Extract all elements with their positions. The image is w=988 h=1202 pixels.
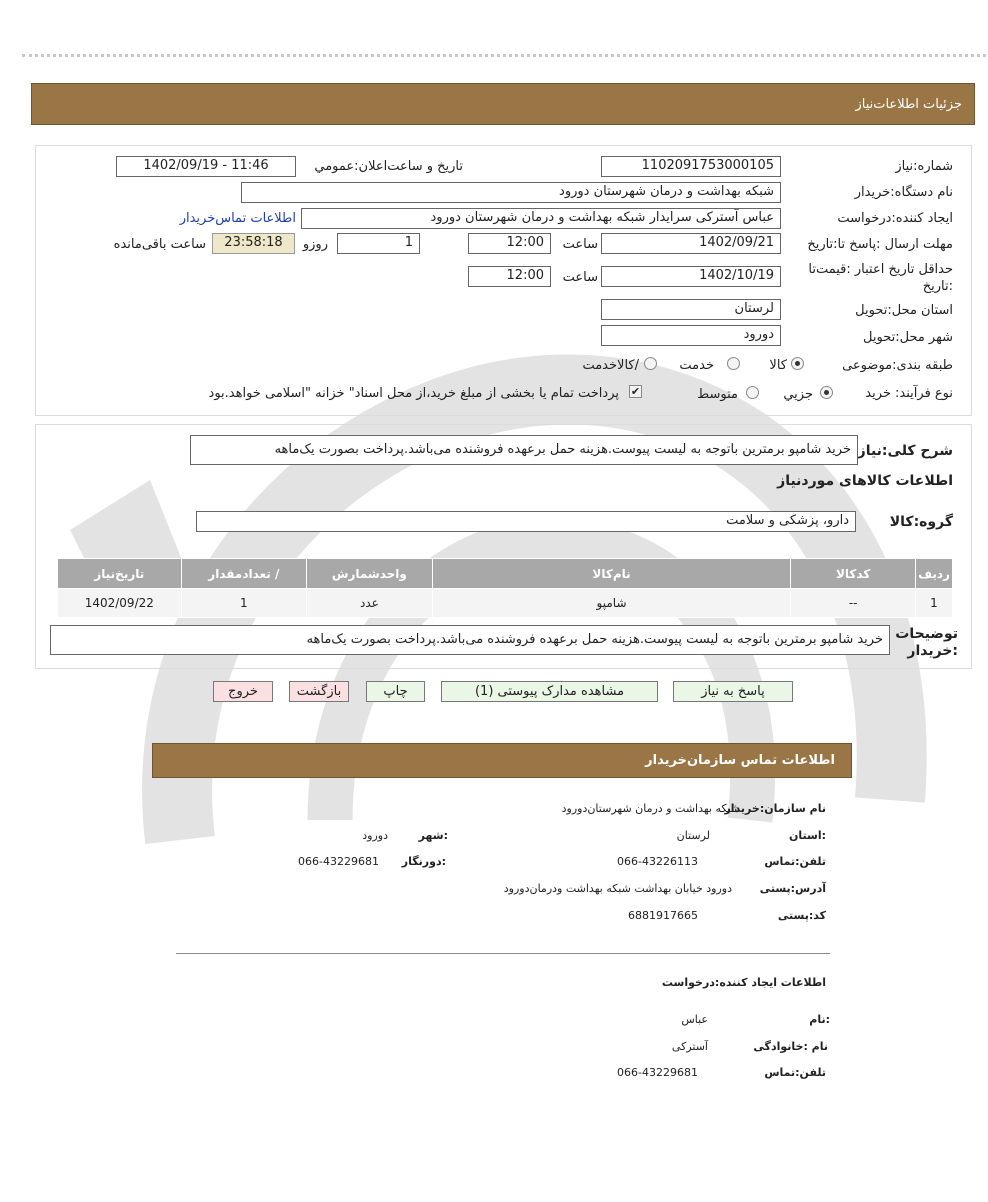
contact-header-bar [152, 743, 852, 778]
creator-field: عباس آسترکی سرایدار شبکه بهداشت و درمان شهرستان دورود [301, 208, 781, 229]
goods-info-title: اطلاعات کالاهای موردنیاز [777, 473, 953, 489]
creator-label: ایجاد کننده:درخواست [837, 211, 953, 226]
top-dotted-divider [22, 54, 986, 57]
contact-address-label: آدرس:پستی [759, 882, 826, 895]
cell-quantity: 1 [181, 589, 306, 618]
days-label: روزو [302, 237, 328, 252]
category-goods-label: کالا [769, 358, 787, 373]
contact-fax-value: 066-43229681 [298, 855, 379, 868]
goods-table-header [58, 559, 953, 589]
buyer-notes-label-2: :خریدار [907, 643, 958, 659]
process-partial-label: جزيي [783, 387, 813, 402]
exit-button[interactable]: خروج [213, 681, 273, 702]
send-date-field: 1402/09/21 [601, 233, 781, 254]
process-label: نوع فرآیند: خرید [865, 386, 953, 401]
announce-field: 1402/09/19 - 11:46 [116, 156, 296, 177]
col-goods-name: نام‌کالا [432, 559, 791, 589]
buyer-contact-link[interactable]: اطلاعات تماس‌خریدار [179, 211, 296, 226]
buyer-org-field: شبکه بهداشت و درمان شهرستان دورود [241, 182, 781, 203]
creator-name-value: عباس [681, 1013, 708, 1026]
table-row [58, 589, 953, 618]
col-goods-code: کدکالا [791, 559, 916, 589]
contact-org-label: نام سازمان:خریدار [724, 802, 826, 815]
cell-need-date: 1402/09/22 [58, 589, 182, 618]
goods-group-field: دارو، پزشکی و سلامت [196, 511, 856, 532]
col-unit: واحدشمارش [307, 559, 433, 589]
contact-city-label: :شهر [418, 829, 448, 842]
buyer-org-label: نام دستگاه:خریدار [854, 185, 953, 200]
description-label: شرح کلی:نیاز [857, 443, 953, 459]
contact-postal-label: کد:پستی [777, 909, 826, 922]
need-number-label: شماره:نیاز [895, 159, 953, 174]
category-goods-radio[interactable] [791, 357, 804, 370]
category-service-label: خدمت [679, 358, 714, 373]
send-time-label: ساعت [562, 237, 598, 252]
contact-title: اطلاعات تماس سازمان‌خریدار [645, 753, 835, 768]
province-label: استان محل:تحویل [855, 303, 953, 318]
cell-goods-code: -- [791, 589, 916, 618]
goods-table [57, 558, 953, 618]
contact-province-label: :استان [789, 829, 826, 842]
col-row: ردیف [916, 559, 953, 589]
process-partial-radio[interactable] [820, 386, 833, 399]
contact-org-value: شبکه بهداشت و درمان شهرستان‌دورود [561, 802, 740, 815]
creator-family-value: آسترکی [671, 1040, 708, 1053]
province-field: لرستان [601, 299, 781, 320]
buyer-notes-field: خرید شامپو برمترین باتوجه به لیست پیوست.هزینه حمل برعهده فروشنده می‌باشد.پرداخت بصورت یک‌ماهه [50, 625, 890, 655]
contact-fax-label: :دورنگار [401, 855, 446, 868]
col-quantity: / تعدادمقدار [181, 559, 306, 589]
contact-province-value: لرستان [676, 829, 710, 842]
contact-phone-value: 066-43226113 [617, 855, 698, 868]
creator-family-label: نام :خانوادگی [753, 1040, 828, 1053]
treasury-checkbox[interactable]: ✔ [630, 385, 641, 398]
breadcrumb[interactable]: جزئیات اطلاعات‌نیاز [855, 97, 962, 112]
description-field: خرید شامپو برمترین باتوجه به لیست پیوست.هزینه حمل برعهده فروشنده می‌باشد.پرداخت بصورت یک‌ماهه [190, 435, 858, 465]
attachments-button[interactable]: مشاهده مدارک پیوستی (1) [441, 681, 658, 702]
header-bar [31, 83, 975, 125]
days-field: 1 [337, 233, 420, 254]
cell-goods-name: شامپو [432, 589, 791, 618]
creator-phone-value: 066-43229681 [617, 1066, 698, 1079]
creator-name-label: :نام [809, 1013, 830, 1026]
contact-phone-label: تلفن:تماس [764, 855, 826, 868]
process-medium-label: متوسط [697, 387, 738, 402]
validity-label: حداقل تاریخ اعتبار :قیمت‌تا [808, 262, 953, 277]
city-field: دورود [601, 325, 781, 346]
validity-time-field: 12:00 [468, 266, 551, 287]
announce-label: تاریخ و ساعت‌اعلان:عمومي [314, 159, 463, 174]
remaining-label: ساعت باقی‌مانده [113, 237, 206, 252]
contact-address-value: دورود خیابان بهداشت شبکه بهداشت ودرمان‌دورود [503, 882, 732, 895]
category-both-radio[interactable] [644, 357, 657, 370]
remaining-time: 23:58:18 [212, 233, 295, 254]
category-service-radio[interactable] [727, 357, 740, 370]
goods-group-label: گروه:کالا [889, 514, 953, 530]
creator-phone-label: تلفن:تماس [764, 1066, 826, 1079]
category-both-label: /کالاخدمت [582, 358, 639, 373]
category-label: طبقه بندی:موضوعی [842, 358, 953, 373]
creator-info-title: اطلاعات ایجاد کننده:درخواست [661, 976, 826, 989]
cell-row: 1 [916, 589, 953, 618]
treasury-note: پرداخت تمام یا بخشی از مبلغ خرید،از محل اسناد" خزانه "اسلامی خواهد.بود [208, 386, 619, 401]
validity-time-label: ساعت [562, 270, 598, 285]
contact-postal-value: 6881917665 [628, 909, 698, 922]
cell-unit: عدد [307, 589, 433, 618]
col-need-date: تاریخ‌نیاز [58, 559, 182, 589]
send-time-field: 12:00 [468, 233, 551, 254]
reply-button[interactable]: پاسخ به نیاز [673, 681, 793, 702]
buyer-notes-label: توضیحات [895, 626, 958, 642]
need-number-field: 1102091753000105 [601, 156, 781, 177]
send-deadline-label: مهلت ارسال :پاسخ تا:تاریخ [807, 237, 953, 252]
contact-divider [176, 953, 830, 954]
process-medium-radio[interactable] [746, 386, 759, 399]
city-label: شهر محل:تحویل [863, 330, 953, 345]
contact-city-value: دورود [362, 829, 388, 842]
back-button[interactable]: بازگشت [289, 681, 349, 702]
print-button[interactable]: چاپ [366, 681, 425, 702]
validity-date-field: 1402/10/19 [601, 266, 781, 287]
validity-label-2: :تاریخ [922, 279, 953, 294]
